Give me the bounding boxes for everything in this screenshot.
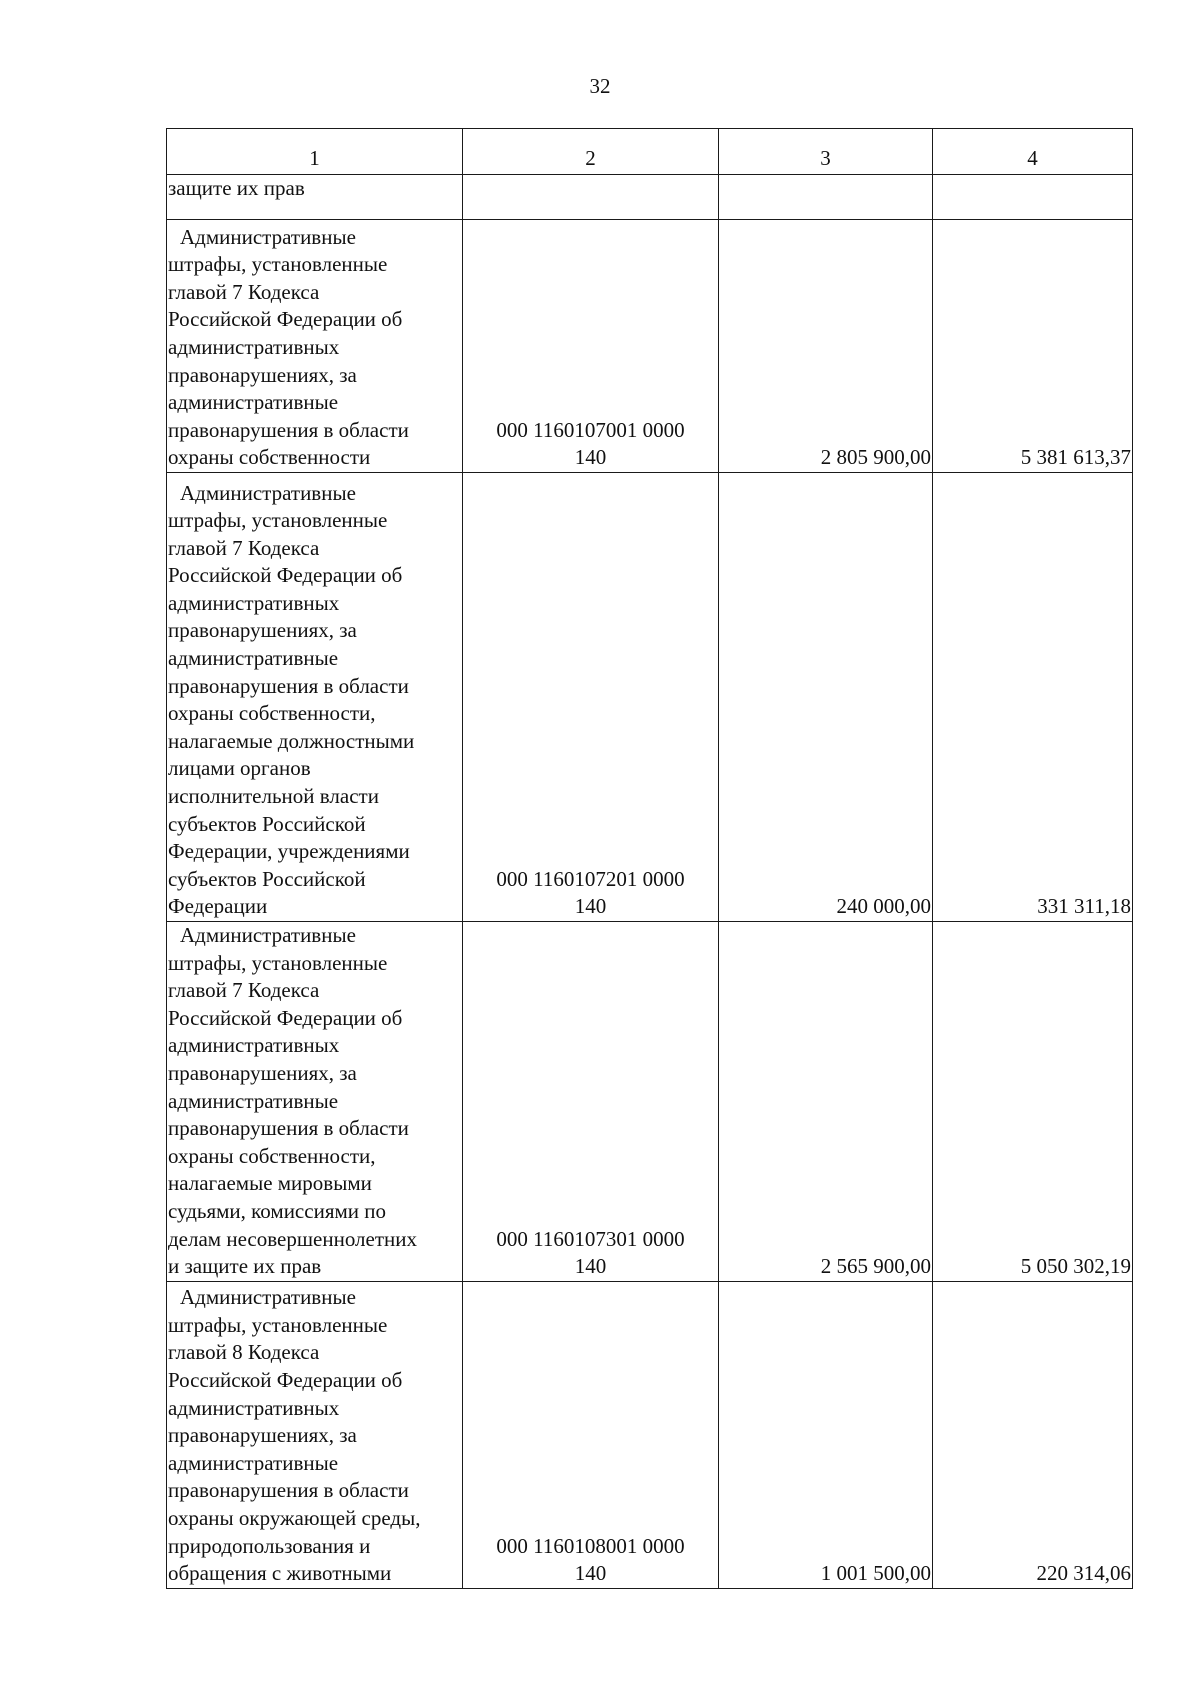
table-row-continuation	[167, 175, 1133, 220]
row-value4-cell: 331 311,18	[933, 473, 1133, 922]
row-name-line: административных	[168, 1395, 340, 1420]
continuation-code-cell	[463, 175, 719, 220]
row-name-line: охраны собственности,	[168, 701, 376, 726]
row-code-line: 000 1160107201 0000	[496, 866, 685, 891]
column-header-2: 2	[463, 129, 719, 175]
row-name-line: охраны собственности	[168, 445, 371, 470]
row-name-line: правонарушения в области	[168, 417, 409, 442]
row-name-line: административные	[168, 646, 339, 671]
row-code-line: 140	[574, 1254, 607, 1279]
table-row	[167, 473, 1133, 922]
row-name-line: обращения с животными	[168, 1561, 392, 1586]
row-name-line: Административные	[180, 224, 356, 249]
continuation-value3-cell	[719, 175, 933, 220]
continuation-name-cell: защите их прав	[167, 175, 463, 220]
row-name-line: правонарушения в области	[168, 1116, 409, 1141]
row-value3-cell: 2 565 900,00	[719, 922, 933, 1282]
row-name-line: штрафы, установленные	[168, 508, 388, 533]
row-name-line: Административные	[180, 923, 356, 947]
row-code-line: 000 1160107001 0000	[496, 417, 685, 442]
row-name-line: налагаемые должностными	[168, 728, 415, 753]
row-name-line: Российской Федерации об	[168, 563, 403, 588]
row-value3-cell: 240 000,00	[719, 473, 933, 922]
row-code-cell	[463, 473, 719, 922]
row-code-cell	[463, 922, 719, 1282]
row-name-line: судьями, комиссиями по	[168, 1198, 386, 1223]
row-name-line: административных	[168, 335, 340, 360]
row-name-line: правонарушениях, за	[168, 1423, 357, 1448]
row-name-line: Российской Федерации об	[168, 1367, 403, 1392]
row-value3-cell: 1 001 500,00	[719, 1281, 933, 1588]
row-name-line: исполнительной власти	[168, 784, 379, 809]
row-value4-cell: 220 314,06	[933, 1281, 1133, 1588]
continuation-value4-cell	[933, 175, 1133, 220]
row-name-line: субъектов Российской	[168, 866, 366, 891]
row-name-line: Административные	[180, 1285, 356, 1310]
row-name-line: Федерации	[168, 894, 268, 919]
row-name-line: административные	[168, 390, 339, 415]
row-value3-cell: 2 805 900,00	[719, 220, 933, 473]
row-value4-cell: 5 050 302,19	[933, 922, 1133, 1282]
row-name-line: субъектов Российской	[168, 811, 366, 836]
row-name-line: штрафы, установленные	[168, 1312, 388, 1337]
column-header-4: 4	[933, 129, 1133, 175]
page-number: 32	[589, 74, 611, 98]
table-row	[167, 922, 1133, 1282]
row-code-line: 000 1160108001 0000	[496, 1533, 685, 1558]
row-name-line: правонарушения в области	[168, 673, 409, 698]
row-name-line: Российской Федерации об	[168, 1005, 403, 1030]
table-header-row	[167, 129, 1133, 175]
row-name-line: Административные	[180, 480, 356, 505]
row-name-line: и защите их прав	[168, 1254, 322, 1279]
row-name-line: главой 8 Кодекса	[168, 1340, 320, 1365]
row-name-line: административных	[168, 1033, 340, 1058]
row-name-line: Российской Федерации об	[168, 307, 403, 332]
row-code-cell	[463, 220, 719, 473]
row-code-line: 140	[574, 894, 607, 919]
row-name-line: лицами органов	[168, 756, 311, 781]
row-name-line: штрафы, установленные	[168, 950, 388, 975]
row-name-cell	[167, 922, 463, 1282]
table-row	[167, 220, 1133, 473]
row-name-line: правонарушениях, за	[168, 618, 357, 643]
row-name-line: охраны окружающей среды,	[168, 1505, 421, 1530]
row-name-line: главой 7 Кодекса	[168, 279, 320, 304]
row-name-line: штрафы, установленные	[168, 252, 388, 277]
row-name-line: административных	[168, 590, 340, 615]
row-code-line: 140	[574, 445, 607, 470]
row-name-line: административные	[168, 1088, 339, 1113]
row-name-line: налагаемые мировыми	[168, 1171, 372, 1196]
column-header-1: 1	[167, 129, 463, 175]
row-name-line: главой 7 Кодекса	[168, 978, 320, 1003]
row-code-cell	[463, 1281, 719, 1588]
table-row	[167, 1281, 1133, 1588]
column-header-3: 3	[719, 129, 933, 175]
row-name-line: Федерации, учреждениями	[168, 839, 410, 864]
row-name-line: правонарушениях, за	[168, 1060, 357, 1085]
row-name-line: охраны собственности,	[168, 1143, 376, 1168]
row-code-line: 000 1160107301 0000	[496, 1226, 685, 1251]
row-name-cell	[167, 220, 463, 473]
row-name-cell	[167, 1281, 463, 1588]
row-value4-cell: 5 381 613,37	[933, 220, 1133, 473]
row-name-line: административные	[168, 1450, 339, 1475]
row-name-line: природопользования и	[168, 1533, 371, 1558]
row-name-line: правонарушениях, за	[168, 362, 357, 387]
revenue-table	[166, 128, 1133, 1589]
row-name-line: главой 7 Кодекса	[168, 535, 320, 560]
row-name-cell	[167, 473, 463, 922]
row-code-line: 140	[574, 1561, 607, 1586]
row-name-line: делам несовершеннолетних	[168, 1226, 418, 1251]
row-name-line: правонарушения в области	[168, 1478, 409, 1503]
